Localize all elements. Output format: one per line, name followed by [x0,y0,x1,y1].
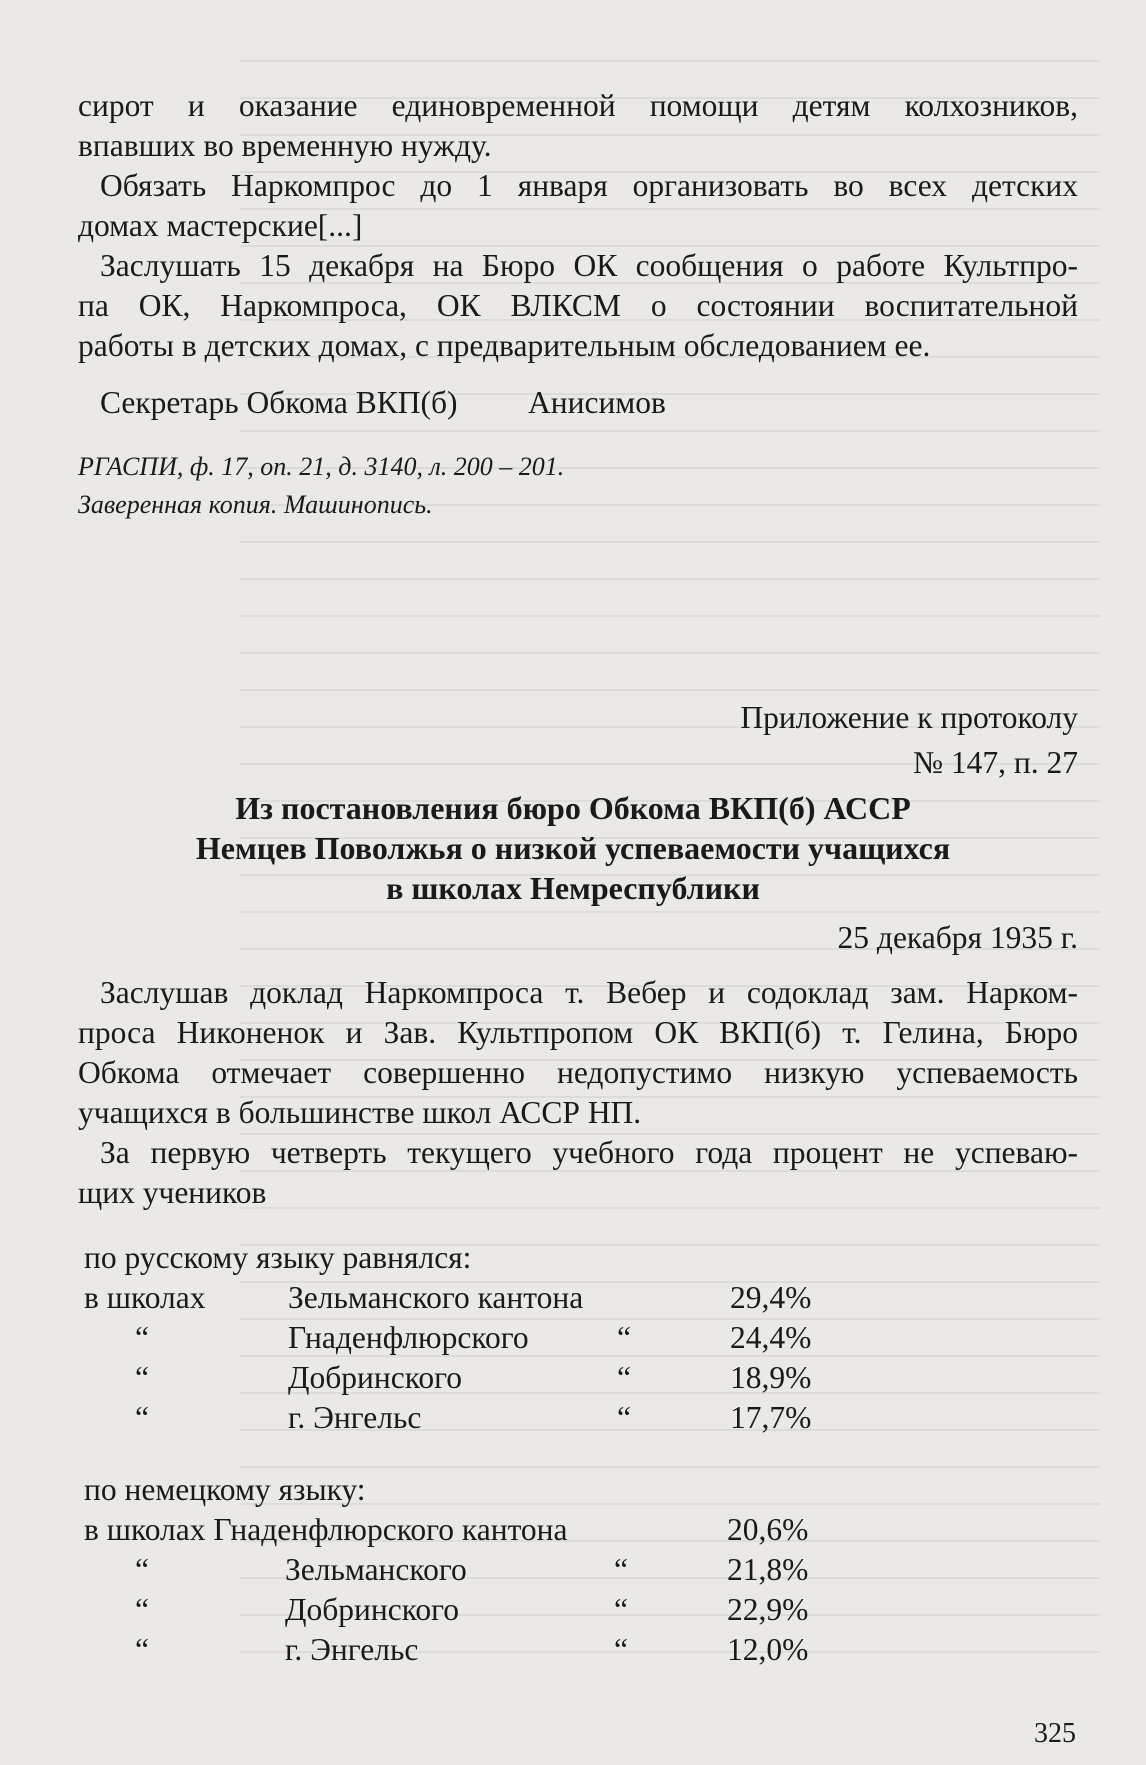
text-line: па ОК, Наркомпроса, ОК ВЛКСМ о состоянии воспитательной [78,288,1078,323]
table-school: Добринского [285,1592,460,1627]
text-line: За первую четверть текущего учебного года процент не успеваю- [100,1135,1078,1170]
text-line: Заслушав доклад Наркомпроса т. Вебер и содоклад зам. Нарком- [100,975,1078,1010]
text-line: впавших во временную нужду. [78,128,492,163]
table-school: Добринского [288,1360,463,1395]
table-prefix: “ [135,1632,149,1667]
table-value: 22,9% [727,1592,809,1627]
copy-note: Заверенная копия. Машинопись. [78,490,433,519]
table-mark: “ [614,1632,628,1667]
table-prefix: “ [135,1360,149,1395]
text-line: домах мастерские[...] [78,208,363,243]
table-school: г. Энгельс [288,1400,422,1435]
table-school: Зельманского [285,1552,467,1587]
text-line: работы в детских домах, с предварительным обследованием ее. [78,328,931,363]
table-school: Зельманского кантона [288,1280,584,1315]
text-line: Обязать Наркомпрос до 1 января организовать во всех детских [100,168,1078,203]
table-value: 18,9% [730,1360,812,1395]
document-title: Из постановления бюро Обкома ВКП(б) АССР [235,790,911,826]
table-value: 20,6% [727,1512,809,1547]
text-line: щих учеников [78,1175,267,1210]
signature-name: Анисимов [528,385,666,420]
russian-heading: по русскому языку равнялся: [84,1240,472,1275]
appendix-line: Приложение к протоколу [740,700,1078,735]
table-prefix: “ [135,1320,149,1355]
signature-role: Секретарь Обкома ВКП(б) [100,385,458,420]
text-line: сирот и оказание единовременной помощи детям колхозников, [78,88,1078,123]
text-line: Заслушать 15 декабря на Бюро ОК сообщения о работе Культпро- [100,248,1078,283]
table-value: 17,7% [730,1400,812,1435]
table-mark: “ [617,1320,631,1355]
text-line: учащихся в большинстве школ АССР НП. [78,1095,642,1130]
table-mark: “ [617,1360,631,1395]
text-line: Обкома отмечает совершенно недопустимо низкую успеваемость [78,1055,1078,1090]
table-value: 24,4% [730,1320,812,1355]
table-prefix: “ [135,1400,149,1435]
archive-reference: РГАСПИ, ф. 17, оп. 21, д. 3140, л. 200 – 201. [78,452,565,481]
appendix-number: № 147, п. 27 [912,745,1078,780]
table-school: г. Энгельс [285,1632,419,1667]
document-title: в школах Немреспублики [386,870,760,906]
table-mark: “ [614,1552,628,1587]
table-value: 12,0% [727,1632,809,1667]
german-heading: по немецкому языку: [84,1472,366,1507]
table-prefix: в школах [84,1280,206,1315]
table-value: 29,4% [730,1280,812,1315]
page-number: 325 [1034,1718,1076,1749]
table-prefix: “ [135,1552,149,1587]
document-date: 25 декабря 1935 г. [837,920,1078,955]
table-value: 21,8% [727,1552,809,1587]
text-line: проса Никоненок и Зав. Культпропом ОК ВКП(б) т. Гелина, Бюро [78,1015,1078,1050]
table-mark: “ [614,1592,628,1627]
table-school: Гнаденфлюрского [288,1320,529,1355]
table-prefix: “ [135,1592,149,1627]
table-mark: “ [617,1400,631,1435]
document-title: Немцев Поволжья о низкой успеваемости учащихся [195,830,951,866]
table-school: в школах Гнаденфлюрского кантона [84,1512,568,1547]
